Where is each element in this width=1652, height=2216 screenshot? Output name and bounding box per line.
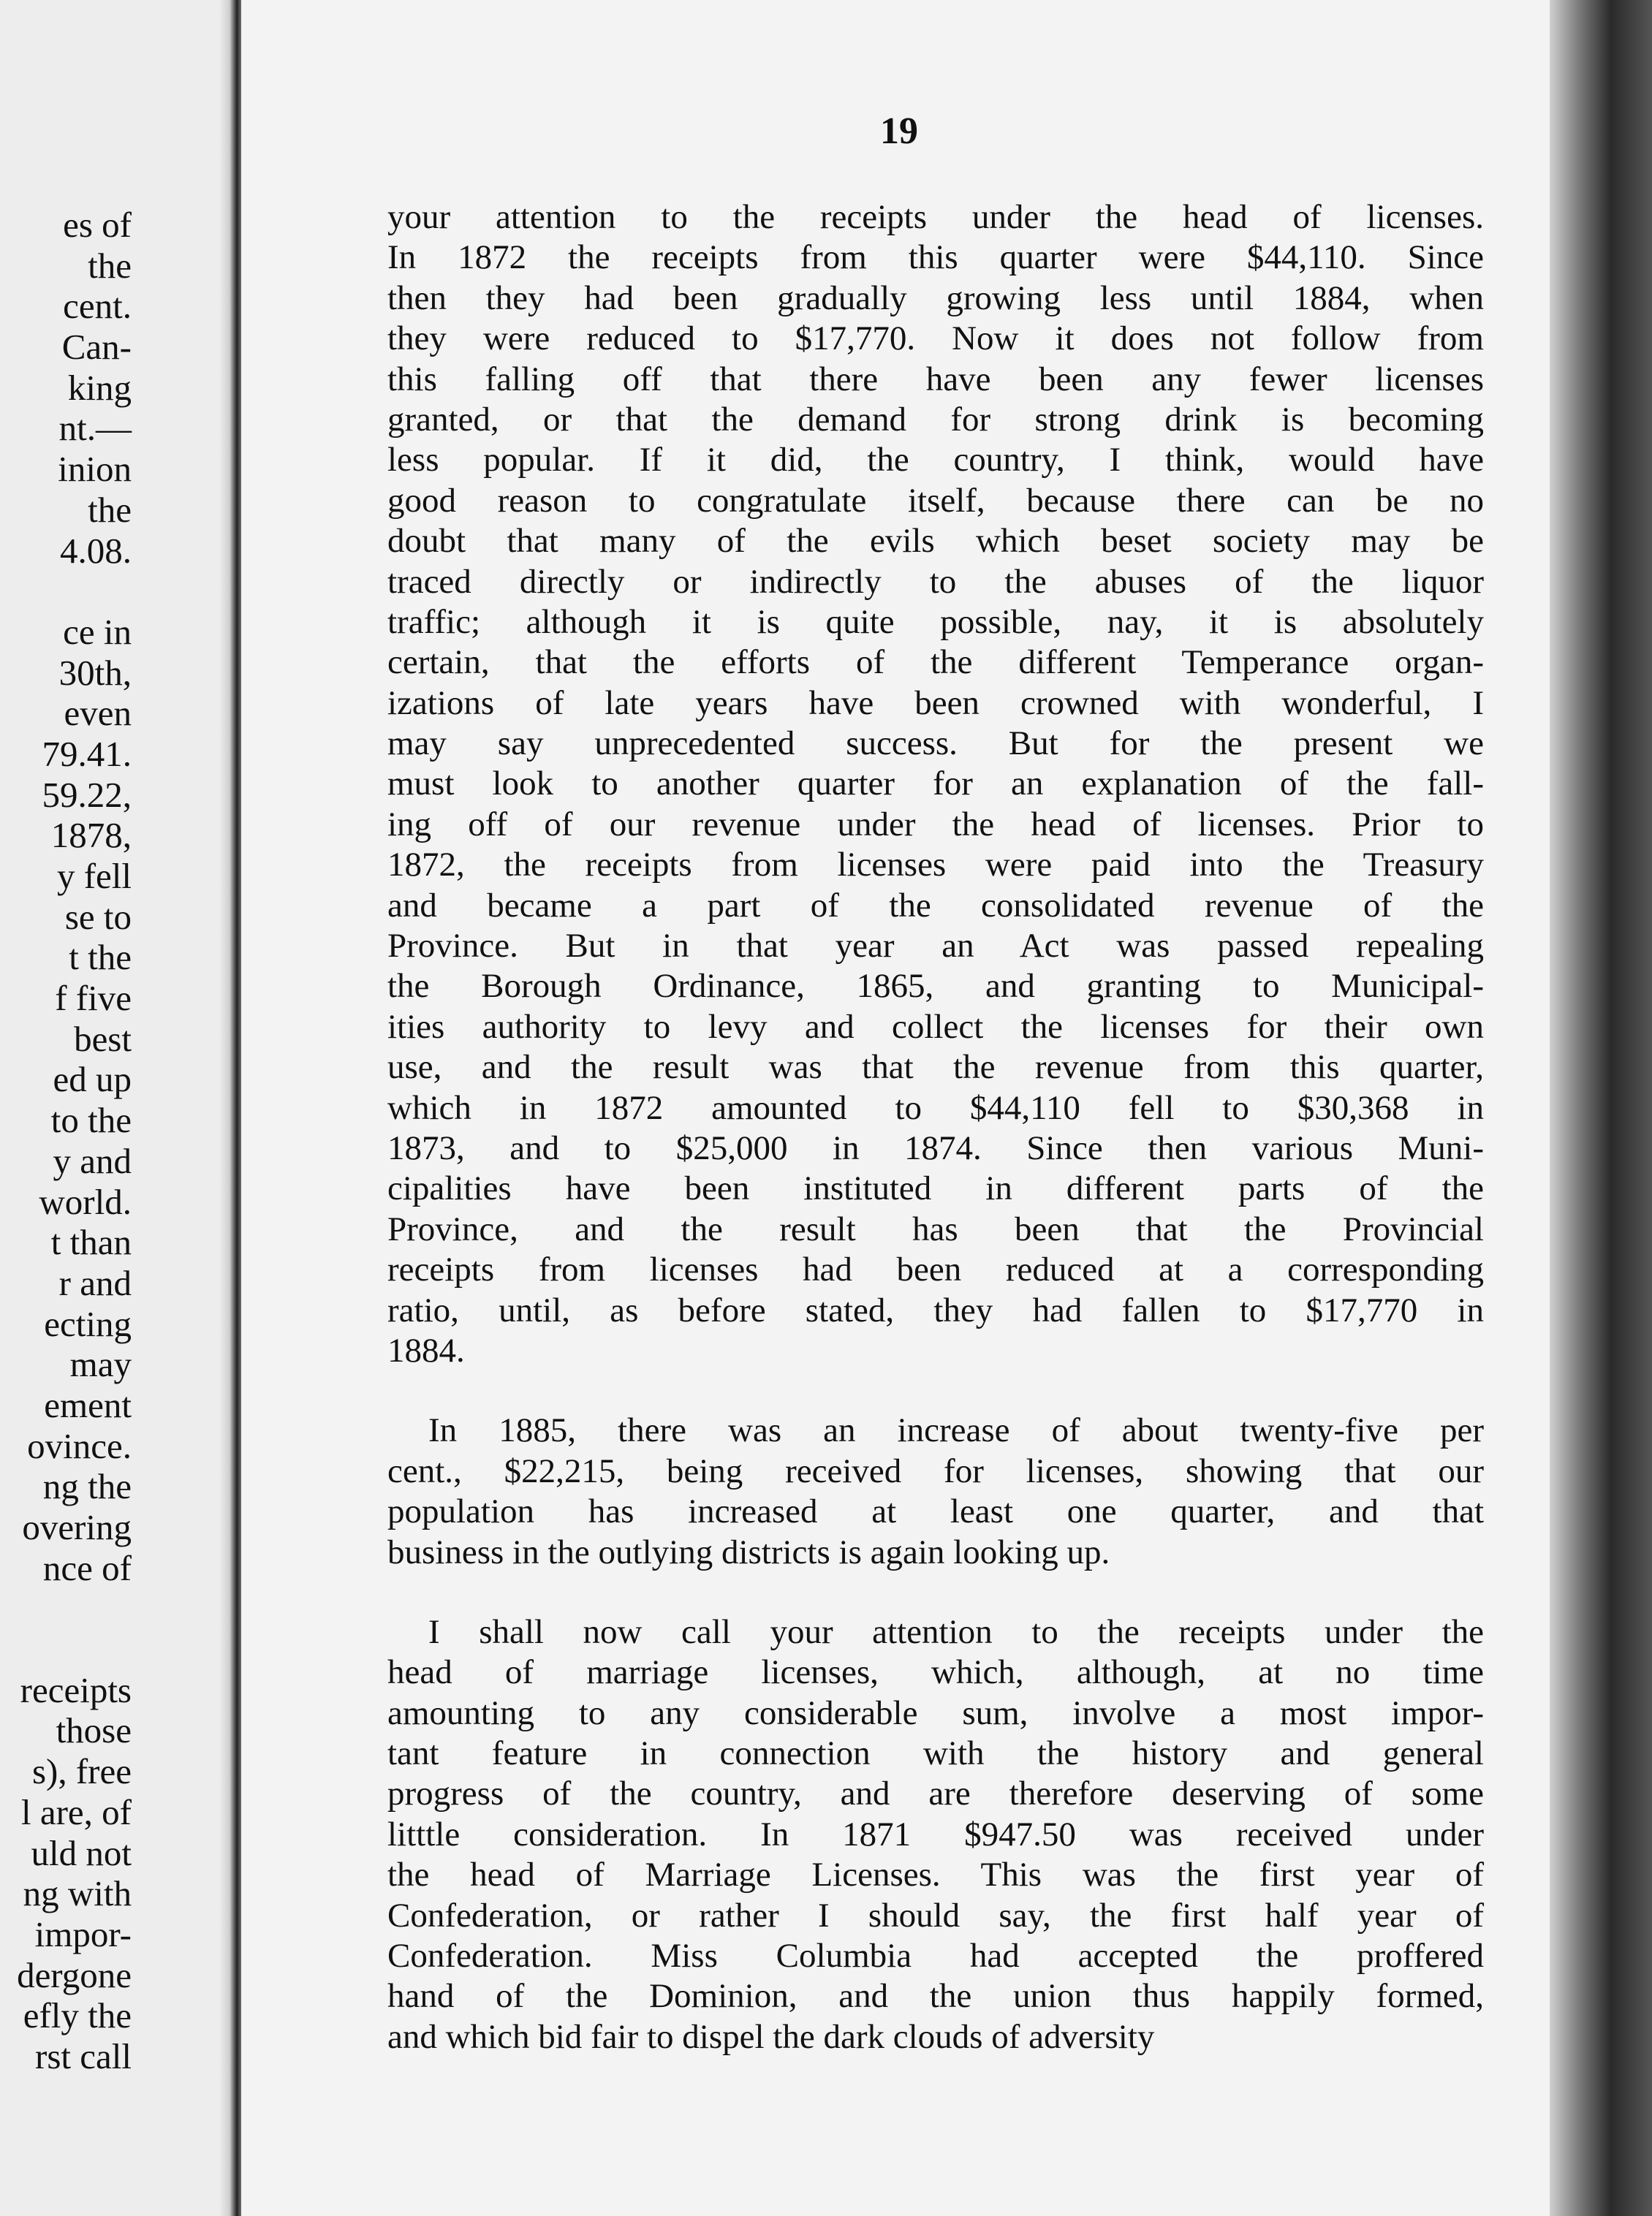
text-line: progress of the country, and are therefore deserving of some xyxy=(387,1775,1484,1813)
text-line: then they had been gradually growing less until 1884, when xyxy=(387,278,1484,317)
page-number: 19 xyxy=(880,110,918,152)
previous-page-line: l are, of xyxy=(21,1791,132,1832)
paragraph xyxy=(387,197,1484,1371)
text-line: and which bid fair to dispel the dark clouds of adversity xyxy=(387,2017,1155,2056)
text-line: which in 1872 amounted to $44,110 fell to $30,368 in xyxy=(387,1088,1484,1127)
text-line: doubt that many of the evils which beset society may be xyxy=(387,522,1484,561)
previous-page-line: 79.41. xyxy=(42,733,132,774)
text-line: the Borough Ordinance, 1865, and granting to Municipal- xyxy=(387,967,1484,1006)
text-line: izations of late years have been crowned with wonderful, I xyxy=(387,683,1484,722)
previous-page-line: ng with xyxy=(23,1873,132,1914)
text-line: hand of the Dominion, and the union thus happily formed, xyxy=(387,1977,1484,2016)
text-line: litttle consideration. In 1871 $947.50 was received under xyxy=(387,1815,1484,1853)
previous-page-line: ng the xyxy=(42,1466,132,1507)
previous-page-line: 30th, xyxy=(58,652,132,693)
text-line: ratio, until, as before stated, they had fallen to $17,770 in xyxy=(387,1291,1484,1329)
text-line: tant feature in connection with the history and general xyxy=(387,1734,1484,1773)
text-line: 1872, the receipts from licenses were paid into the Treasury xyxy=(387,846,1484,884)
previous-page-line: s), free xyxy=(31,1751,132,1792)
previous-page-line: dergone xyxy=(17,1954,132,1995)
previous-page-line: to the xyxy=(50,1100,132,1141)
text-line: and became a part of the consolidated revenue of the xyxy=(387,886,1484,925)
text-line: must look to another quarter for an explanation of the fall- xyxy=(387,764,1484,803)
previous-page-line: those xyxy=(56,1710,132,1751)
previous-page-line: 59.22, xyxy=(42,774,132,815)
previous-page-line: overing xyxy=(22,1507,132,1547)
previous-page-line: nt.— xyxy=(58,408,132,449)
text-line: traffic; although it is quite possible, nay, it is absolutely xyxy=(387,602,1484,641)
previous-page-line: y and xyxy=(53,1140,132,1181)
paragraph-gap xyxy=(387,1573,1484,1612)
text-line: 1884. xyxy=(387,1331,465,1370)
previous-page-line: impor- xyxy=(34,1913,132,1954)
text-line: population has increased at least one quarter, and that xyxy=(387,1492,1484,1531)
paragraph-gap xyxy=(387,1371,1484,1411)
previous-page-line: receipts xyxy=(20,1669,132,1710)
text-line: they were reduced to $17,770. Now it does not follow from xyxy=(387,319,1484,358)
previous-page-line: even xyxy=(64,693,132,734)
text-line: certain, that the efforts of the different Temperance organ- xyxy=(387,643,1484,682)
text-line: Confederation. Miss Columbia had accepted the proffered xyxy=(387,1937,1484,1976)
previous-page-line: es of xyxy=(63,205,132,245)
previous-page-line: t the xyxy=(69,937,132,978)
previous-page-line: 4.08. xyxy=(60,530,132,571)
text-line: amounting to any considerable sum, involve a most impor- xyxy=(387,1693,1484,1732)
text-line: I shall now call your attention to the receipts under the xyxy=(428,1612,1484,1651)
page-edge xyxy=(1550,0,1652,2216)
text-line: Confederation, or rather I should say, the first half year of xyxy=(387,1896,1484,1935)
paragraph xyxy=(387,1612,1484,2057)
previous-page-line: ecting xyxy=(44,1303,132,1344)
text-line: your attention to the receipts under the head of licenses. xyxy=(387,198,1484,236)
previous-page-fragment xyxy=(0,0,234,2216)
text-line: Province, and the result has been that the Provincial xyxy=(387,1210,1484,1248)
text-line: head of marriage licenses, which, although, at no time xyxy=(387,1653,1484,1692)
text-line: ities authority to levy and collect the licenses for their own xyxy=(387,1007,1484,1046)
text-line: this falling off that there have been any fewer licenses xyxy=(387,360,1484,398)
text-line: the head of Marriage Licenses. This was the first year of xyxy=(387,1856,1484,1894)
previous-page-line: ce in xyxy=(63,611,132,652)
previous-page-line: world. xyxy=(39,1181,132,1222)
text-line: less popular. If it did, the country, I think, would have xyxy=(387,441,1484,479)
previous-page-line: ed up xyxy=(53,1059,132,1100)
previous-page-line: Can- xyxy=(61,327,132,368)
previous-page-line: y fell xyxy=(56,856,132,896)
text-line: traced directly or indirectly to the abuses of the liquor xyxy=(387,562,1484,601)
previous-page-line: inion xyxy=(58,449,132,490)
previous-page-line xyxy=(0,1588,132,1629)
text-line: granted, or that the demand for strong drink is becoming xyxy=(387,400,1484,439)
previous-page-line xyxy=(0,1629,132,1670)
previous-page-line: nce of xyxy=(42,1547,132,1588)
previous-page-line: may xyxy=(69,1344,132,1385)
text-line: cipalities have been instituted in different parts of the xyxy=(387,1169,1484,1208)
text-line: In 1872 the receipts from this quarter were $44,110. Since xyxy=(387,238,1484,277)
text-line: receipts from licenses had been reduced at a corresponding xyxy=(387,1251,1484,1289)
text-line: In 1885, there was an increase of about twenty-five per xyxy=(428,1411,1484,1450)
previous-page-line: king xyxy=(67,367,132,408)
text-line: ing off of our revenue under the head of licenses. Prior to xyxy=(387,805,1484,843)
previous-page-line: ovince. xyxy=(27,1425,132,1466)
text-line: use, and the result was that the revenue from this quarter, xyxy=(387,1048,1484,1087)
text-line: good reason to congratulate itself, because there can be no xyxy=(387,481,1484,520)
text-line: cent., $22,215, being received for licenses, showing that our xyxy=(387,1452,1484,1490)
current-page xyxy=(241,0,1557,2216)
previous-page-line: ement xyxy=(44,1384,132,1425)
previous-page-line: the xyxy=(88,245,132,286)
previous-page-line: best xyxy=(74,1018,132,1059)
previous-page-line: cent. xyxy=(63,286,132,327)
page-body xyxy=(387,197,1484,2057)
text-line: business in the outlying districts is again looking up. xyxy=(387,1533,1110,1571)
previous-page-line: the xyxy=(88,489,132,530)
previous-page-line: efly the xyxy=(23,1995,132,2036)
text-line: may say unprecedented success. But for the present we xyxy=(387,724,1484,763)
text-line: Province. But in that year an Act was passed repealing xyxy=(387,927,1484,965)
text-line: 1873, and to $25,000 in 1874. Since then various Muni- xyxy=(387,1128,1484,1167)
previous-page-line: t than xyxy=(50,1222,132,1263)
previous-page-line xyxy=(0,571,132,612)
previous-page-line: 1878, xyxy=(50,815,132,856)
previous-page-text xyxy=(0,205,132,2077)
previous-page-line: uld not xyxy=(31,1832,132,1873)
previous-page-line: rst call xyxy=(35,2035,132,2076)
previous-page-line: se to xyxy=(64,896,132,937)
previous-page-line: f five xyxy=(55,978,132,1019)
previous-page-line: r and xyxy=(58,1262,132,1303)
paragraph xyxy=(387,1411,1484,1573)
